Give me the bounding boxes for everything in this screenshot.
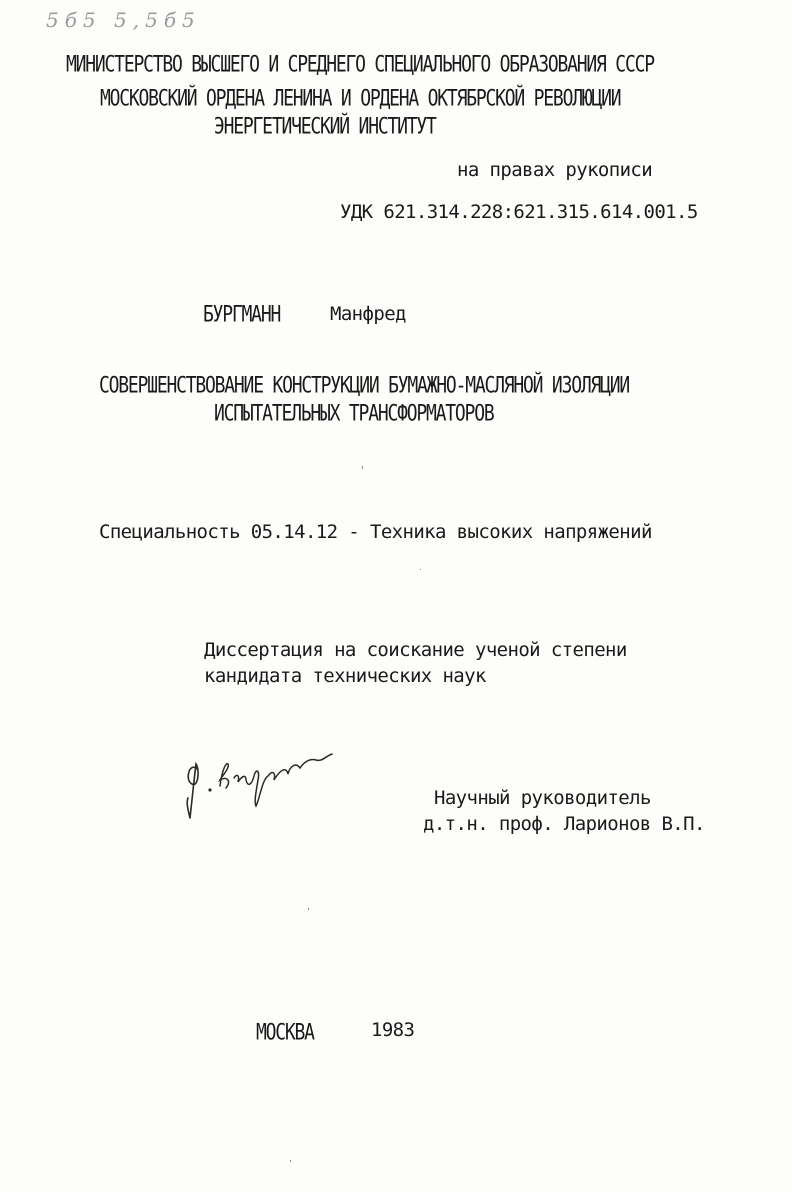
archive-mark: 5б5 5,5б5 (46, 8, 201, 32)
specialty-line: Специальность 05.14.12 - Техника высоких напряжений (99, 521, 652, 543)
ministry-heading: МИНИСТЕРСТВО ВЫСШЕГО И СРЕДНЕГО СПЕЦИАЛЬНОГО ОБРАЗОВАНИЯ СССР (66, 51, 654, 78)
paper-speck (290, 1160, 291, 1162)
author-first-name: Манфред (330, 303, 406, 325)
dissertation-line2: кандидата технических наук (204, 665, 486, 687)
title-line1: СОВЕРШЕНСТВОВАНИЕ КОНСТРУКЦИИ БУМАЖНО-МАСЛЯНОЙ ИЗОЛЯЦИИ (99, 372, 630, 399)
title-line2: ИСПЫТАТЕЛЬНЫХ ТРАНСФОРМАТОРОВ (214, 400, 494, 427)
udc-code: УДК 621.314.228:621.315.614.001.5 (340, 201, 698, 223)
footer-year: 1983 (371, 1019, 415, 1041)
supervisor-name: д.т.н. проф. Ларионов В.П. (423, 813, 705, 835)
paper-speck (308, 908, 309, 910)
paper-speck (362, 466, 363, 469)
dissertation-line1: Диссертация на соискание ученой степени (204, 639, 627, 661)
manuscript-note: на правах рукописи (457, 159, 653, 181)
footer-city: МОСКВА (256, 1019, 314, 1046)
author-surname: БУРГМАНН (203, 301, 281, 328)
institute-heading-line1: МОСКОВСКИЙ ОРДЕНА ЛЕНИНА И ОРДЕНА ОКТЯБРСКОЙ РЕВОЛЮЦИИ (100, 85, 621, 112)
institute-heading-line2: ЭНЕРГЕТИЧЕСКИЙ ИНСТИТУТ (214, 113, 436, 140)
author-signature (176, 740, 346, 830)
supervisor-label: Научный руководитель (434, 787, 651, 809)
paper-speck (420, 569, 421, 570)
